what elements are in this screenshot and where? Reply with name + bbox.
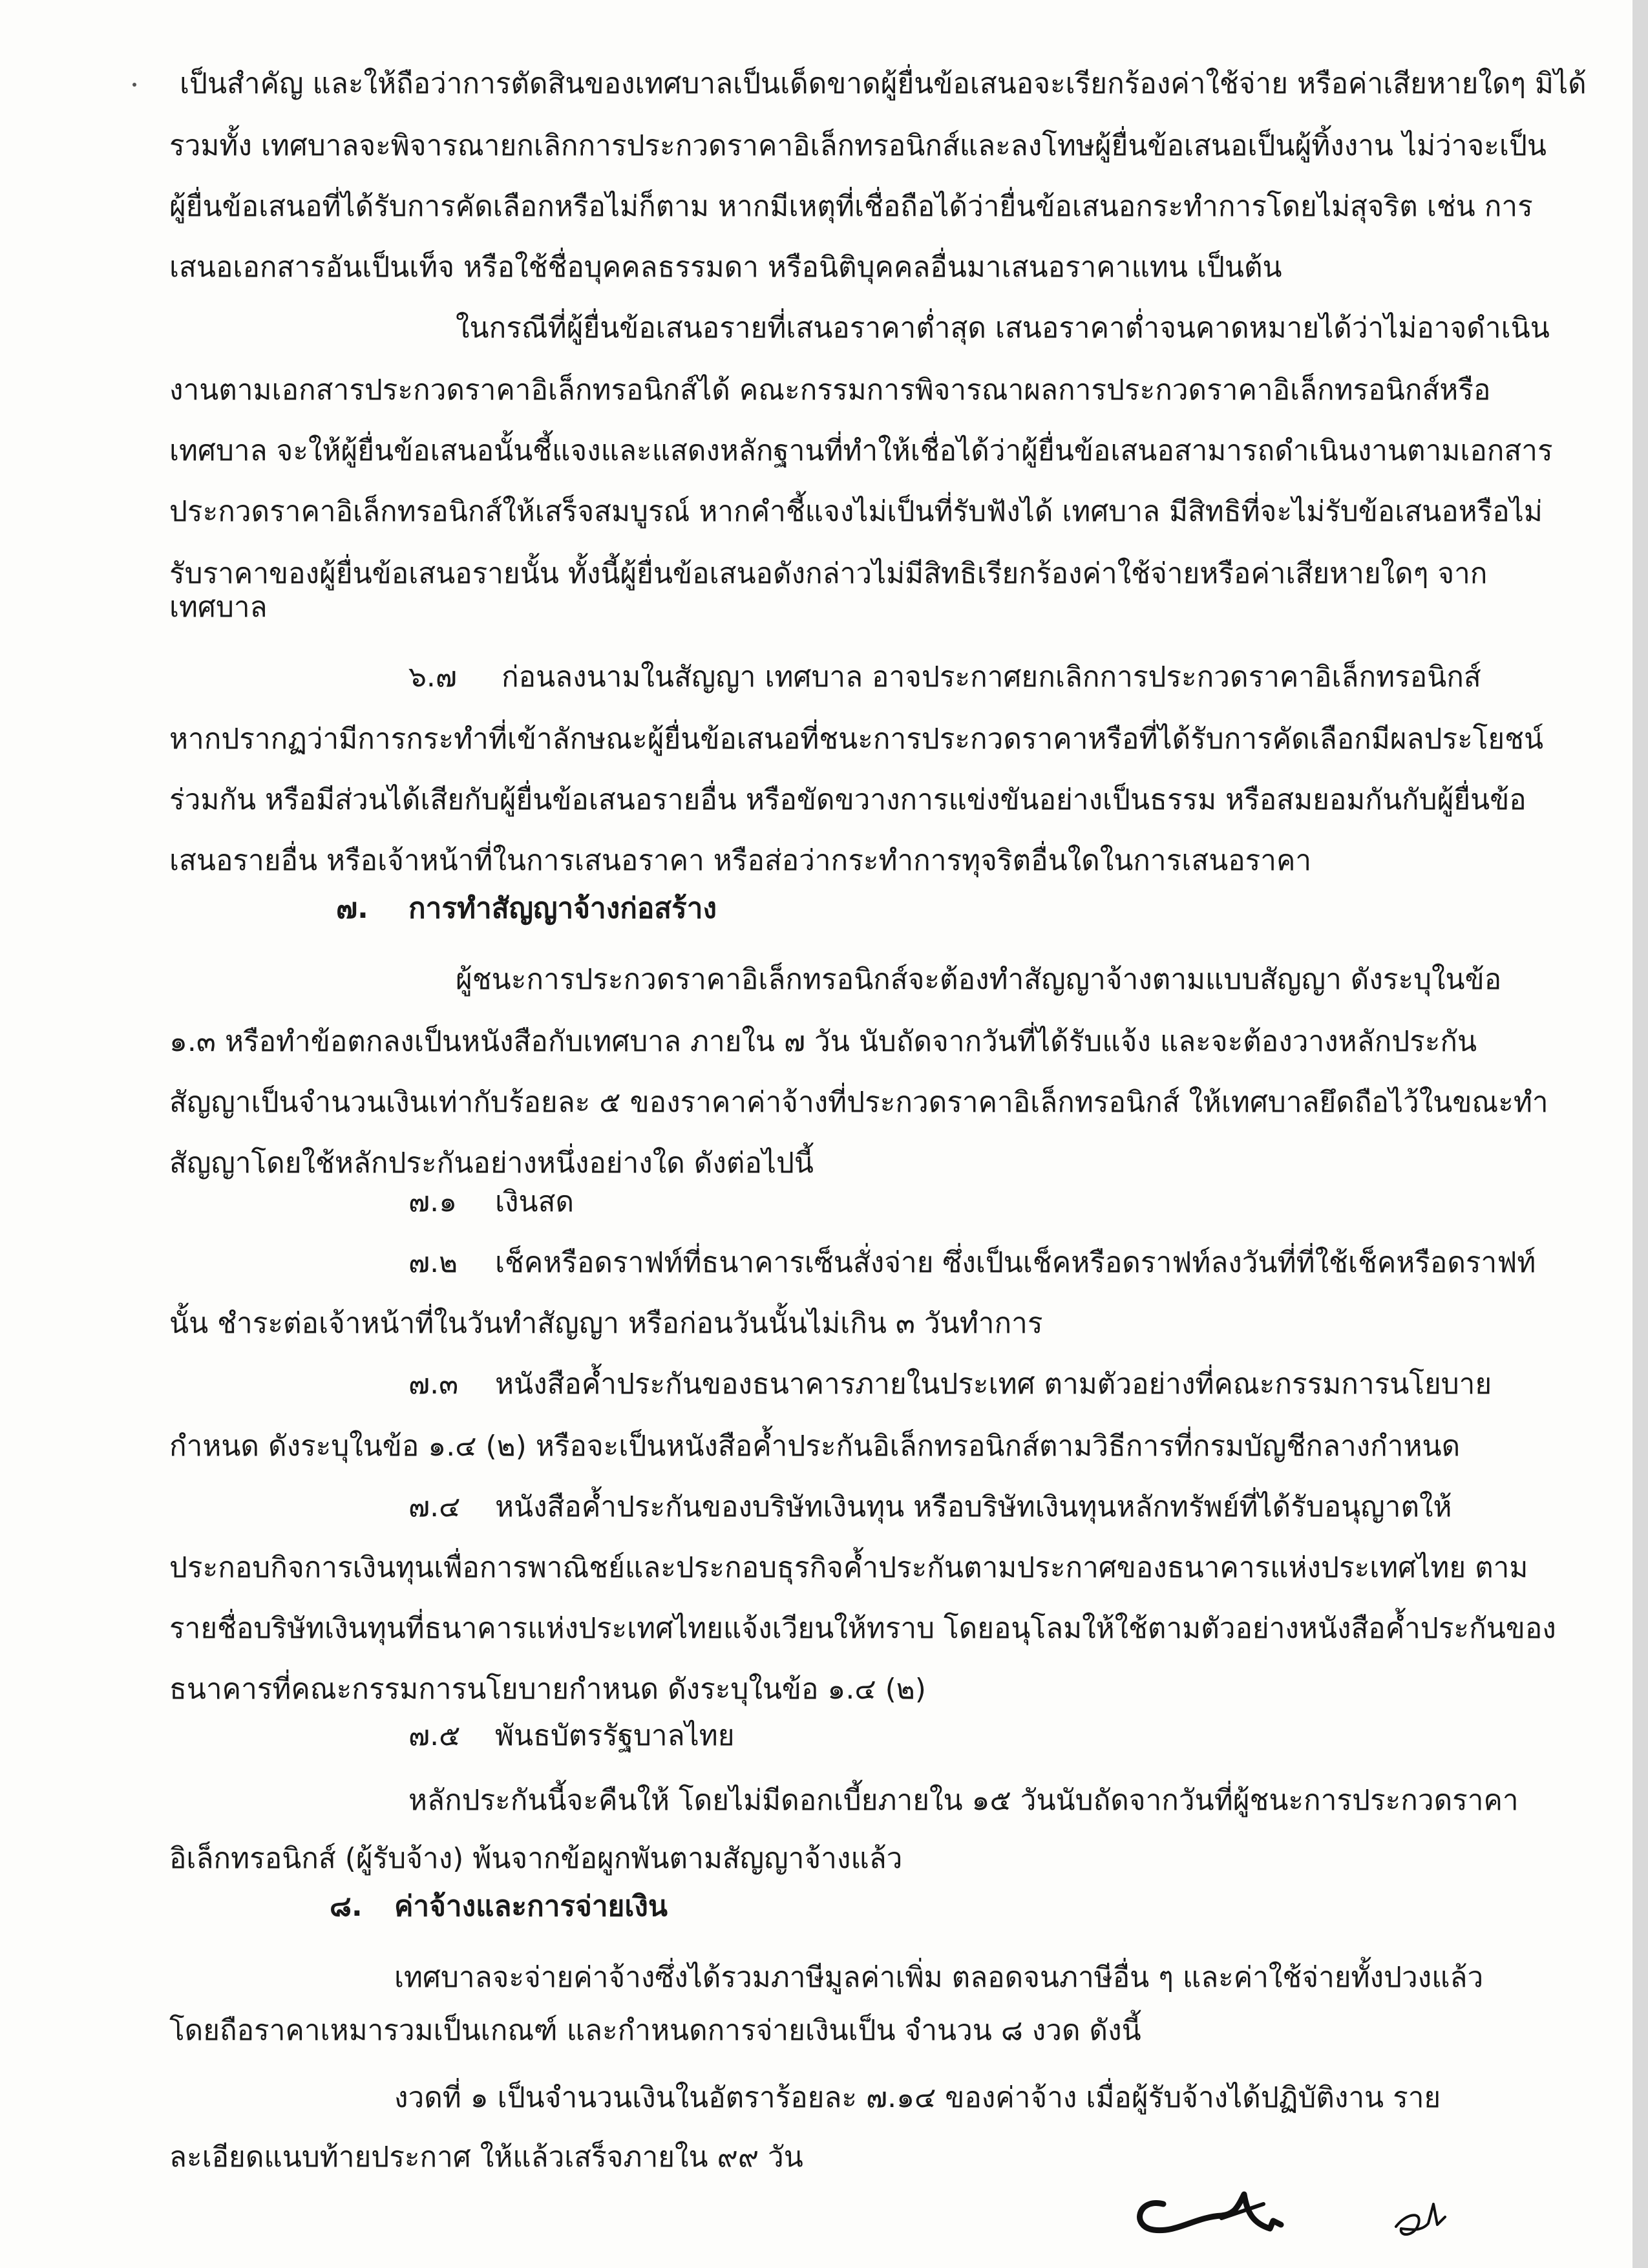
- scan-speck: [132, 83, 136, 87]
- body-line: ก่อนลงนามในสัญญา เทศบาล อาจประกาศยกเลิกการประกวดราคาอิเล็กทรอนิกส์: [502, 661, 1481, 694]
- item-number: ๗.๕: [408, 1719, 461, 1752]
- body-line: สัญญาโดยใช้หลักประกันอย่างหนึ่งอย่างใด ดังต่อไปนี้: [169, 1147, 814, 1180]
- signature-1: [1125, 2178, 1338, 2249]
- body-line: รายชื่อบริษัทเงินทุนที่ธนาคารแห่งประเทศไทยแจ้งเวียนให้ทราบ โดยอนุโลมให้ใช้ตามตัวอย่างหนังสือค้ำประกันของ: [169, 1612, 1556, 1645]
- body-line: รับราคาของผู้ยื่นข้อเสนอรายนั้น ทั้งนี้ผู้ยื่นข้อเสนอดังกล่าวไม่มีสิทธิเรียกร้องค่าใช้จ่ายหรือค่าเสียหายใดๆ จาก: [169, 557, 1488, 590]
- body-line: ผู้ยื่นข้อเสนอที่ได้รับการคัดเลือกหรือไม่ก็ตาม หากมีเหตุที่เชื่อถือได้ว่ายื่นข้อเสนอกระทำการโดยไม่สุจริต เช่น การ: [169, 190, 1533, 223]
- body-line: อิเล็กทรอนิกส์ (ผู้รับจ้าง) พ้นจากข้อผูกพันตามสัญญาจ้างแล้ว: [169, 1842, 903, 1875]
- signature-2: [1383, 2191, 1480, 2249]
- body-line: พันธบัตรรัฐบาลไทย: [495, 1719, 735, 1752]
- section-heading: การทำสัญญาจ้างก่อสร้าง: [408, 892, 717, 925]
- body-line: โดยถือราคาเหมารวมเป็นเกณฑ์ และกำหนดการจ่ายเงินเป็น จำนวน ๘ งวด ดังนี้: [169, 2014, 1141, 2047]
- body-line: งานตามเอกสารประกวดราคาอิเล็กทรอนิกส์ได้ คณะกรรมการพิจารณาผลการประกวดราคาอิเล็กทรอนิกส์หรือ: [169, 374, 1491, 407]
- body-line: ประกอบกิจการเงินทุนเพื่อการพาณิชย์และประกอบธุรกิจค้ำประกันตามประกาศของธนาคารแห่งประเทศไทย ตาม: [169, 1551, 1528, 1584]
- body-line: เทศบาล จะให้ผู้ยื่นข้อเสนอนั้นชี้แจงและแสดงหลักฐานที่ทำให้เชื่อได้ว่าผู้ยื่นข้อเสนอสามารถดำเนินงานตามเอกสาร: [169, 434, 1553, 467]
- item-number: ๗.๓: [408, 1368, 459, 1401]
- body-line: สัญญาเป็นจำนวนเงินเท่ากับร้อยละ ๕ ของราคาค่าจ้างที่ประกวดราคาอิเล็กทรอนิกส์ ให้เทศบาลยึดถือไว้ในขณะทำ: [169, 1086, 1548, 1119]
- body-line: เสนอรายอื่น หรือเจ้าหน้าที่ในการเสนอราคา หรือส่อว่ากระทำการทุจริตอื่นใดในการเสนอราคา: [169, 844, 1312, 877]
- item-number: ๖.๗: [408, 661, 458, 694]
- body-line: กำหนด ดังระบุในข้อ ๑.๔ (๒) หรือจะเป็นหนังสือค้ำประกันอิเล็กทรอนิกส์ตามวิธีการที่กรมบัญชีกลางกำหนด: [169, 1430, 1461, 1463]
- body-line: เช็คหรือดราฟท์ที่ธนาคารเซ็นสั่งจ่าย ซึ่งเป็นเช็คหรือดราฟท์ลงวันที่ที่ใช้เช็คหรือดราฟท์: [495, 1246, 1536, 1279]
- body-line: หนังสือค้ำประกันของธนาคารภายในประเทศ ตามตัวอย่างที่คณะกรรมการนโยบาย: [495, 1368, 1492, 1401]
- body-line: นั้น ชำระต่อเจ้าหน้าที่ในวันทำสัญญา หรือก่อนวันนั้นไม่เกิน ๓ วันทำการ: [169, 1307, 1043, 1340]
- item-number: ๗.๑: [408, 1185, 458, 1218]
- body-line: เป็นสำคัญ และให้ถือว่าการตัดสินของเทศบาลเป็นเด็ดขาดผู้ยื่นข้อเสนอจะเรียกร้องค่าใช้จ่าย หรือค่าเสียหายใดๆ มิได้: [180, 67, 1587, 100]
- section-number: ๗.: [336, 892, 368, 925]
- body-line: ๑.๓ หรือทำข้อตกลงเป็นหนังสือกับเทศบาล ภายใน ๗ วัน นับถัดจากวันที่ได้รับแจ้ง และจะต้องวางหลักประกัน: [169, 1025, 1477, 1058]
- body-line: หนังสือค้ำประกันของบริษัทเงินทุน หรือบริษัทเงินทุนหลักทรัพย์ที่ได้รับอนุญาตให้: [495, 1490, 1452, 1523]
- body-line: เงินสด: [495, 1185, 575, 1218]
- body-line: ละเอียดแนบท้ายประกาศ ให้แล้วเสร็จภายใน ๙๙ วัน: [169, 2141, 803, 2174]
- body-line: หลักประกันนี้จะคืนให้ โดยไม่มีดอกเบี้ยภายใน ๑๕ วันนับถัดจากวันที่ผู้ชนะการประกวดราคา: [408, 1784, 1519, 1817]
- body-line: ผู้ชนะการประกวดราคาอิเล็กทรอนิกส์จะต้องทำสัญญาจ้างตามแบบสัญญา ดังระบุในข้อ: [456, 963, 1502, 996]
- body-line: ร่วมกัน หรือมีส่วนได้เสียกับผู้ยื่นข้อเสนอรายอื่น หรือขัดขวางการแข่งขันอย่างเป็นธรรม หรือสมยอมกันกับผู้ยื่นข้อ: [169, 783, 1527, 816]
- body-line: เทศบาล: [169, 591, 268, 624]
- body-line: ธนาคารที่คณะกรรมการนโยบายกำหนด ดังระบุในข้อ ๑.๔ (๒): [169, 1673, 926, 1706]
- body-line: เสนอเอกสารอันเป็นเท็จ หรือใช้ชื่อบุคคลธรรมดา หรือนิติบุคคลอื่นมาเสนอราคาแทน เป็นต้น: [169, 251, 1282, 284]
- body-line: งวดที่ ๑ เป็นจำนวนเงินในอัตราร้อยละ ๗.๑๔ ของค่าจ้าง เมื่อผู้รับจ้างได้ปฏิบัติงาน ราย: [394, 2081, 1441, 2114]
- scan-edge: [1632, 0, 1648, 2268]
- body-line: หากปรากฏว่ามีการกระทำที่เข้าลักษณะผู้ยื่นข้อเสนอที่ชนะการประกวดราคาหรือที่ได้รับการคัดเลือกมีผลประโยชน์: [169, 723, 1544, 756]
- section-number: ๘.: [330, 1890, 363, 1923]
- section-heading: ค่าจ้างและการจ่ายเงิน: [394, 1890, 668, 1923]
- body-line: รวมทั้ง เทศบาลจะพิจารณายกเลิกการประกวดราคาอิเล็กทรอนิกส์และลงโทษผู้ยื่นข้อเสนอเป็นผู้ทิ้งงาน ไม่ว่าจะเป็น: [169, 129, 1547, 162]
- body-line: เทศบาลจะจ่ายค่าจ้างซึ่งได้รวมภาษีมูลค่าเพิ่ม ตลอดจนภาษีอื่น ๆ และค่าใช้จ่ายทั้งปวงแล้ว: [394, 1961, 1484, 1994]
- body-line: ประกวดราคาอิเล็กทรอนิกส์ให้เสร็จสมบูรณ์ หากคำชี้แจงไม่เป็นที่รับฟังได้ เทศบาล มีสิทธิที่จะไม่รับข้อเสนอหรือไม่: [169, 495, 1543, 528]
- item-number: ๗.๔: [408, 1490, 461, 1523]
- item-number: ๗.๒: [408, 1246, 458, 1279]
- body-line: ในกรณีที่ผู้ยื่นข้อเสนอรายที่เสนอราคาต่ำสุด เสนอราคาต่ำจนคาดหมายได้ว่าไม่อาจดำเนิน: [456, 312, 1550, 344]
